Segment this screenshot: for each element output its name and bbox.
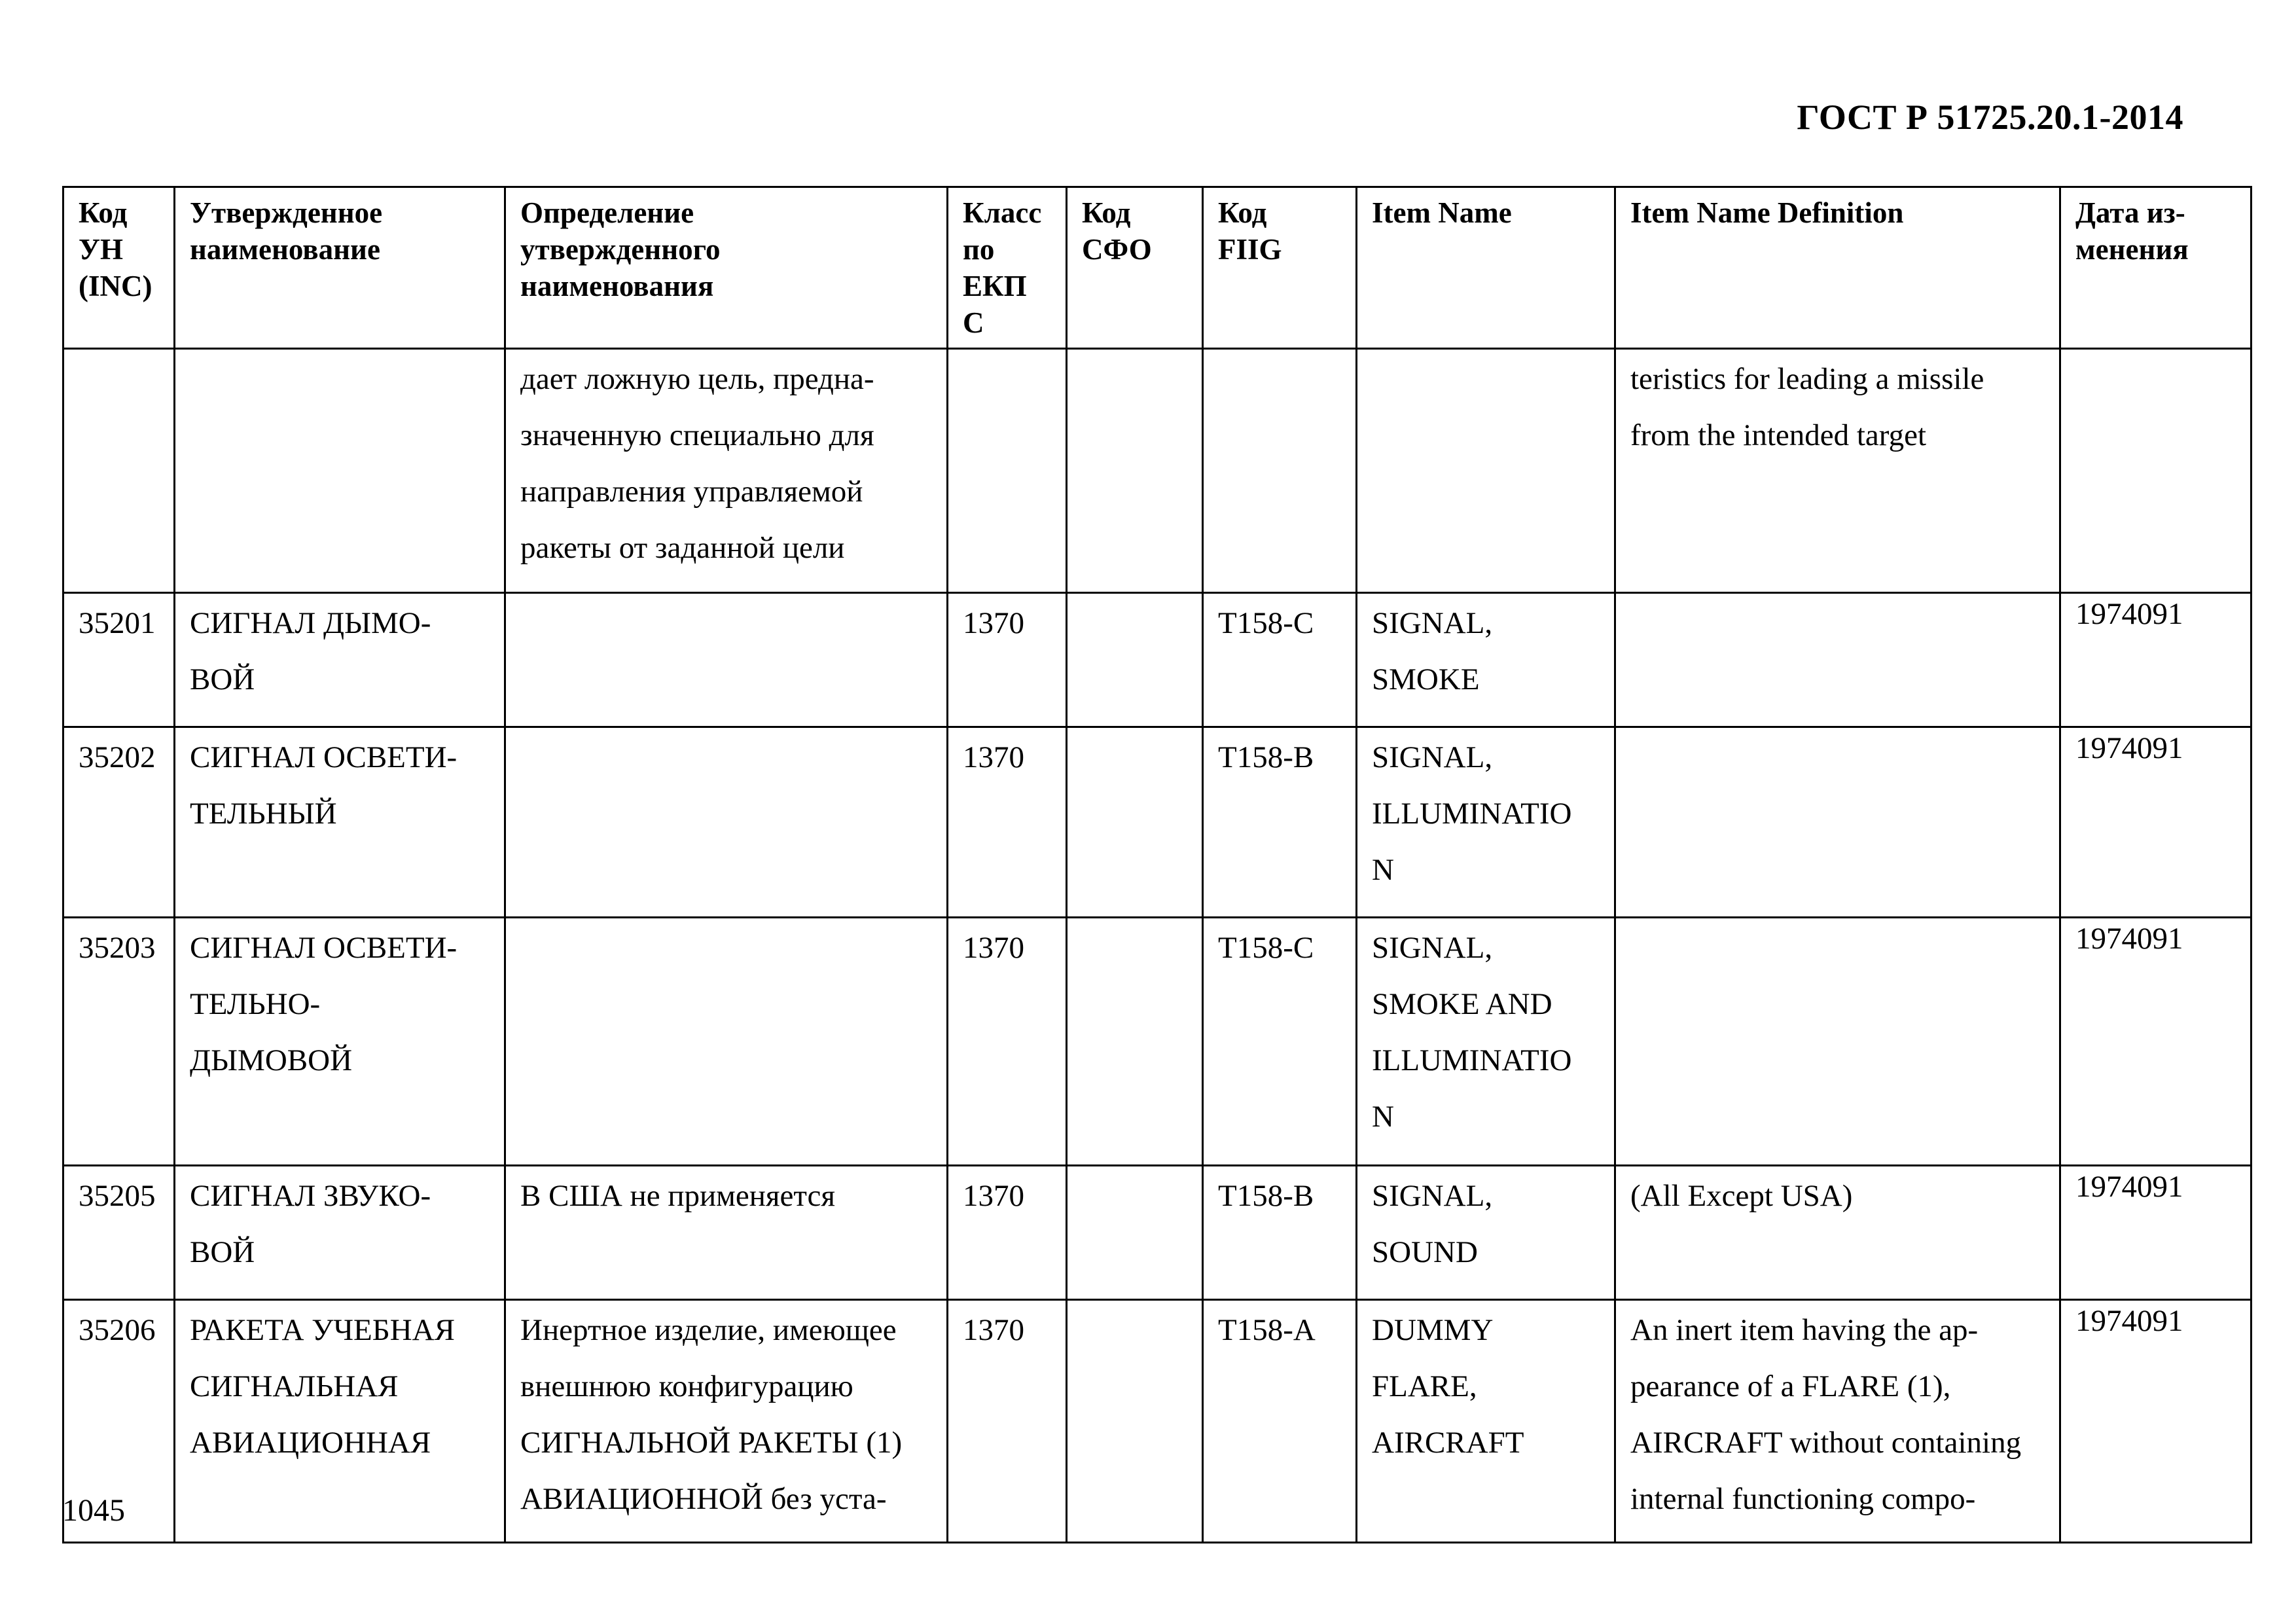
cell-fiig-code: T158-C [1203,593,1357,727]
table-row [63,1300,2251,1543]
cell-item-name-definition [1615,593,2060,727]
cell-item-name-definition: teristics for leading a missile from the intended target [1615,349,2060,593]
cell-approved-name: СИГНАЛ ДЫМО- ВОЙ [175,593,505,727]
table-header-row [63,187,2251,349]
cell-inc: 35201 [63,593,175,727]
cell-class: 1370 [948,1300,1067,1543]
cell-sfo-code [1067,349,1203,593]
cell-class: 1370 [948,918,1067,1166]
col-header-item-name: Item Name [1357,187,1615,349]
cell-approved-name: СИГНАЛ ОСВЕТИ- ТЕЛЬНЫЙ [175,727,505,918]
cell-approved-name [175,349,505,593]
cell-sfo-code [1067,1300,1203,1543]
cell-sfo-code [1067,727,1203,918]
cell-inc: 35202 [63,727,175,918]
cell-name-definition [505,727,948,918]
cell-inc [63,349,175,593]
cell-change-date: 1974091 [2060,727,2251,918]
cell-change-date: 1974091 [2060,1300,2251,1543]
cell-approved-name: РАКЕТА УЧЕБНАЯ СИГНАЛЬНАЯ АВИАЦИОННАЯ [175,1300,505,1543]
cell-fiig-code: T158-B [1203,1166,1357,1300]
cell-class: 1370 [948,1166,1067,1300]
cell-item-name: SIGNAL, ILLUMINATIO N [1357,727,1615,918]
cell-item-name-definition [1615,727,2060,918]
page-number: 1045 [62,1493,125,1528]
cell-fiig-code: T158-A [1203,1300,1357,1543]
col-header-inc: Код УН (INC) [63,187,175,349]
cell-item-name [1357,349,1615,593]
col-header-change-date: Дата из- менения [2060,187,2251,349]
col-header-fiig-code: Код FIIG [1203,187,1357,349]
cell-name-definition: дает ложную цель, предна- значенную специально для направления управляемой ракеты от заданной цели [505,349,948,593]
cell-change-date [2060,349,2251,593]
cell-name-definition [505,593,948,727]
cell-name-definition: В США не применяется [505,1166,948,1300]
cell-item-name: DUMMY FLARE, AIRCRAFT [1357,1300,1615,1543]
table-row [63,349,2251,593]
cell-change-date: 1974091 [2060,1166,2251,1300]
cell-class: 1370 [948,727,1067,918]
cell-fiig-code [1203,349,1357,593]
table-row [63,593,2251,727]
cell-class: 1370 [948,593,1067,727]
cell-item-name-definition: An inert item having the ap- pearance of a FLARE (1), AIRCRAFT without containing internal functioning compo- [1615,1300,2060,1543]
col-header-item-name-definition: Item Name Definition [1615,187,2060,349]
col-header-sfo-code: Код СФО [1067,187,1203,349]
document-standard-title: ГОСТ Р 51725.20.1-2014 [1797,98,2183,137]
cell-sfo-code [1067,918,1203,1166]
cell-item-name-definition: (All Except USA) [1615,1166,2060,1300]
nomenclature-table [62,186,2252,1543]
cell-change-date: 1974091 [2060,918,2251,1166]
cell-fiig-code: T158-B [1203,727,1357,918]
col-header-name-definition: Определение утвержденного наименования [505,187,948,349]
cell-sfo-code [1067,1166,1203,1300]
cell-item-name: SIGNAL, SMOKE AND ILLUMINATIO N [1357,918,1615,1166]
cell-class [948,349,1067,593]
cell-approved-name: СИГНАЛ ЗВУКО- ВОЙ [175,1166,505,1300]
cell-item-name: SIGNAL, SMOKE [1357,593,1615,727]
cell-fiig-code: T158-C [1203,918,1357,1166]
cell-change-date: 1974091 [2060,593,2251,727]
cell-inc: 35205 [63,1166,175,1300]
col-header-class: Класс по ЕКП С [948,187,1067,349]
table-row [63,727,2251,918]
cell-sfo-code [1067,593,1203,727]
cell-approved-name: СИГНАЛ ОСВЕТИ- ТЕЛЬНО- ДЫМОВОЙ [175,918,505,1166]
table-row [63,1166,2251,1300]
table-row [63,918,2251,1166]
cell-name-definition [505,918,948,1166]
cell-item-name-definition [1615,918,2060,1166]
cell-name-definition: Инертное изделие, имеющее внешнюю конфигурацию СИГНАЛЬНОЙ РАКЕТЫ (1) АВИАЦИОННОЙ без уста- [505,1300,948,1543]
cell-inc: 35203 [63,918,175,1166]
cell-item-name: SIGNAL, SOUND [1357,1166,1615,1300]
cell-inc: 35206 [63,1300,175,1543]
col-header-approved-name: Утвержденное наименование [175,187,505,349]
